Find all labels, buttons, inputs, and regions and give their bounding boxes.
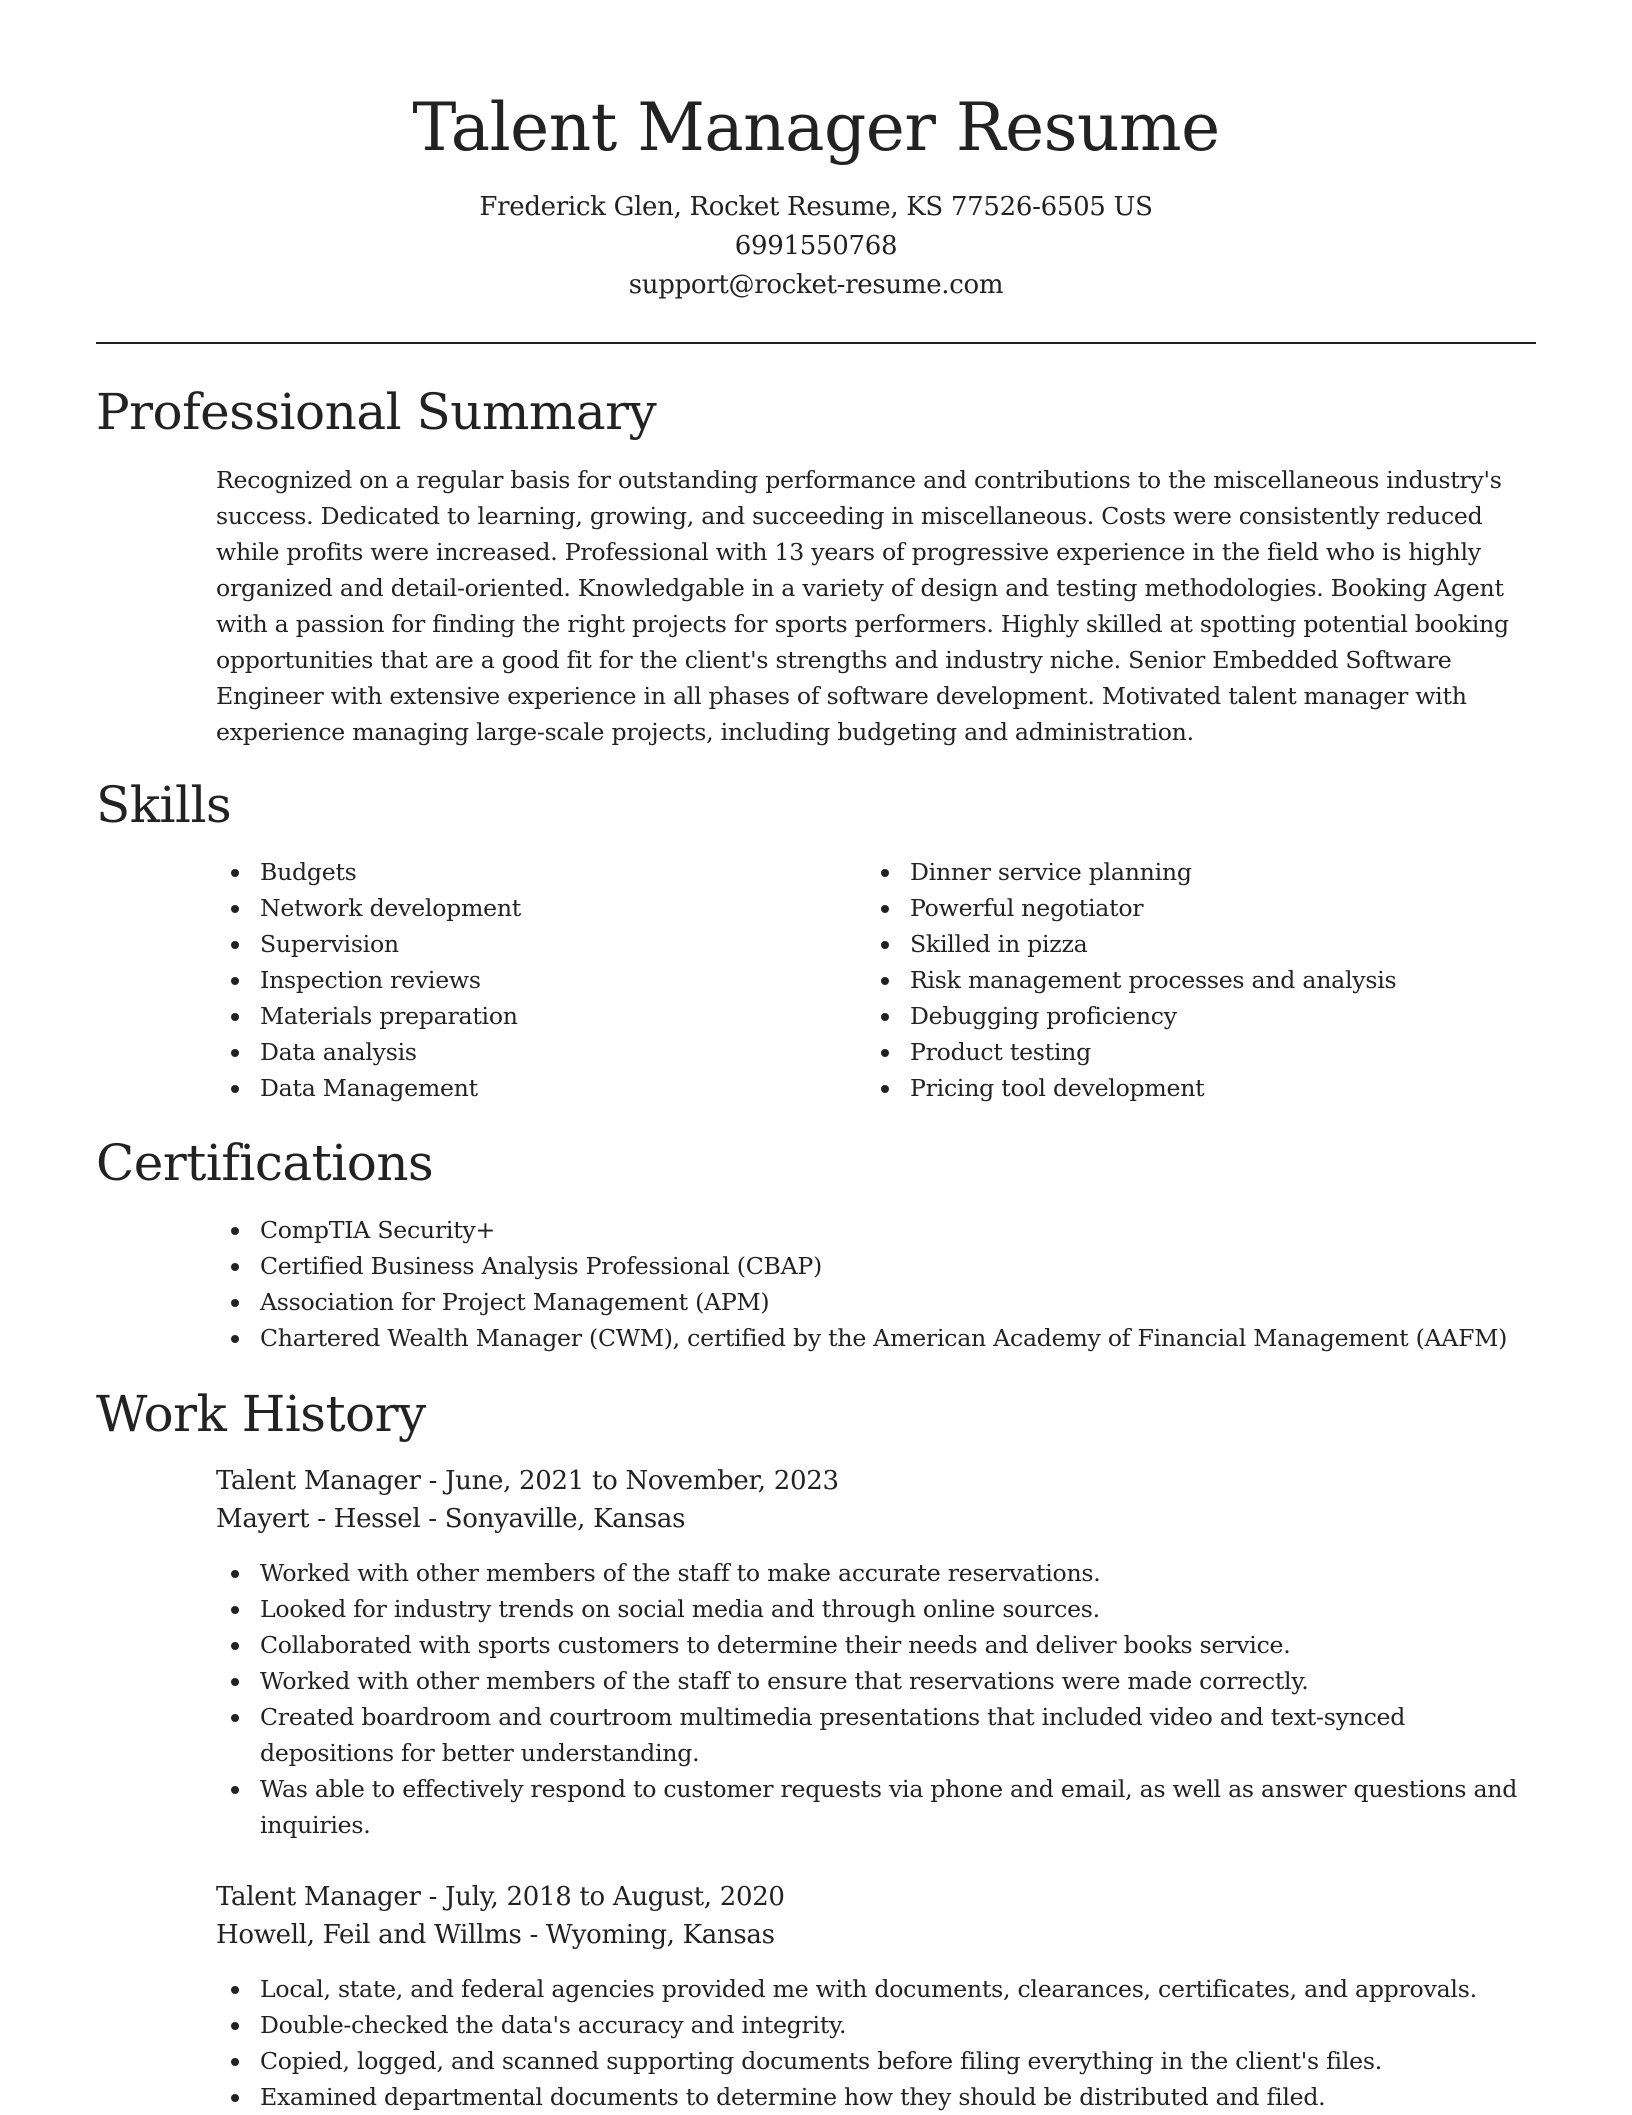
job-bullet: Double-checked the data's accuracy and integrity. (216, 2007, 1546, 2043)
skill-item: Debugging proficiency (866, 998, 1546, 1034)
job-bullet: Looked for industry trends on social media and through online sources. (216, 1591, 1546, 1627)
skill-item: Dinner service planning (866, 854, 1546, 890)
skill-item: Pricing tool development (866, 1070, 1546, 1106)
skill-item: Data analysis (216, 1034, 836, 1070)
skills-heading: Skills (96, 776, 232, 834)
summary-text: Recognized on a regular basis for outstanding performance and contributions to the miscellaneous industry's success. Dedicated to learning, growing, and succeeding in miscellaneous. Costs were consistently reduced while profits were increased. Professional with 13 years of progressive experience in the field who is highly organized and detail-oriented. Knowledgable in a variety of design and testing methodologies. Booking Agent with a passion for finding the right projects for sports performers. Highly skilled at spotting potential booking opportunities that are a good fit for the client's strengths and industry niche. Senior Embedded Software Engineer with extensive experience in all phases of software development. Motivated talent manager with experience managing large-scale projects, including budgeting and administration. (216, 466, 1509, 746)
skill-item: Powerful negotiator (866, 890, 1546, 926)
skill-item: Skilled in pizza (866, 926, 1546, 962)
skills-column-left (216, 854, 836, 1106)
skill-item: Inspection reviews (216, 962, 836, 998)
skill-item: Supervision (216, 926, 836, 962)
certification-item: Certified Business Analysis Professional (CBAP) (216, 1248, 1546, 1284)
skill-item: Network development (216, 890, 836, 926)
certification-item: Chartered Wealth Manager (CWM), certified by the American Academy of Financial Management (AAFM) (216, 1320, 1546, 1356)
contact-phone: 6991550768 (734, 231, 898, 261)
job-bullet: Worked with other members of the staff to make accurate reservations. (216, 1555, 1546, 1591)
summary-heading: Professional Summary (96, 383, 657, 441)
skill-item: Risk management processes and analysis (866, 962, 1546, 998)
job-title: Talent Manager - July, 2018 to August, 2020 (216, 1882, 785, 1912)
job-bullets (216, 1555, 1546, 1843)
resume-header (96, 82, 1536, 305)
job-bullet: Examined departmental documents to determine how they should be distributed and filed. (216, 2079, 1546, 2115)
skill-item: Budgets (216, 854, 836, 890)
job-bullet: Collaborated with sports customers to determine their needs and deliver books service. (216, 1627, 1546, 1663)
job-company: Mayert - Hessel - Sonyaville, Kansas (216, 1504, 686, 1534)
job-bullet: Created boardroom and courtroom multimedia presentations that included video and text-synced depositions for better understanding. (216, 1699, 1546, 1771)
certification-item: CompTIA Security+ (216, 1212, 1546, 1248)
certifications-list (216, 1212, 1546, 1356)
skill-item: Data Management (216, 1070, 836, 1106)
job-bullets (216, 1971, 1546, 2115)
skills-column-right (866, 854, 1546, 1106)
page-title: Talent Manager Resume (412, 89, 1220, 166)
job-title: Talent Manager - June, 2021 to November, 2023 (216, 1466, 839, 1496)
skill-item: Materials preparation (216, 998, 836, 1034)
header-divider (96, 342, 1536, 344)
contact-address: Frederick Glen, Rocket Resume, KS 77526-6505 US (479, 192, 1153, 222)
certification-item: Association for Project Management (APM) (216, 1284, 1546, 1320)
certifications-heading: Certifications (96, 1134, 434, 1192)
job-bullet: Was able to effectively respond to customer requests via phone and email, as well as answer questions and inquiries. (216, 1771, 1546, 1843)
job-company: Howell, Feil and Willms - Wyoming, Kansas (216, 1920, 775, 1950)
job-bullet: Worked with other members of the staff to ensure that reservations were made correctly. (216, 1663, 1546, 1699)
skill-item: Product testing (866, 1034, 1546, 1070)
contact-email: support@rocket-resume.com (628, 270, 1004, 300)
job-bullet: Copied, logged, and scanned supporting documents before filing everything in the client's files. (216, 2043, 1546, 2079)
work-history-heading: Work History (96, 1385, 426, 1443)
job-bullet: Local, state, and federal agencies provided me with documents, clearances, certificates, and approvals. (216, 1971, 1546, 2007)
